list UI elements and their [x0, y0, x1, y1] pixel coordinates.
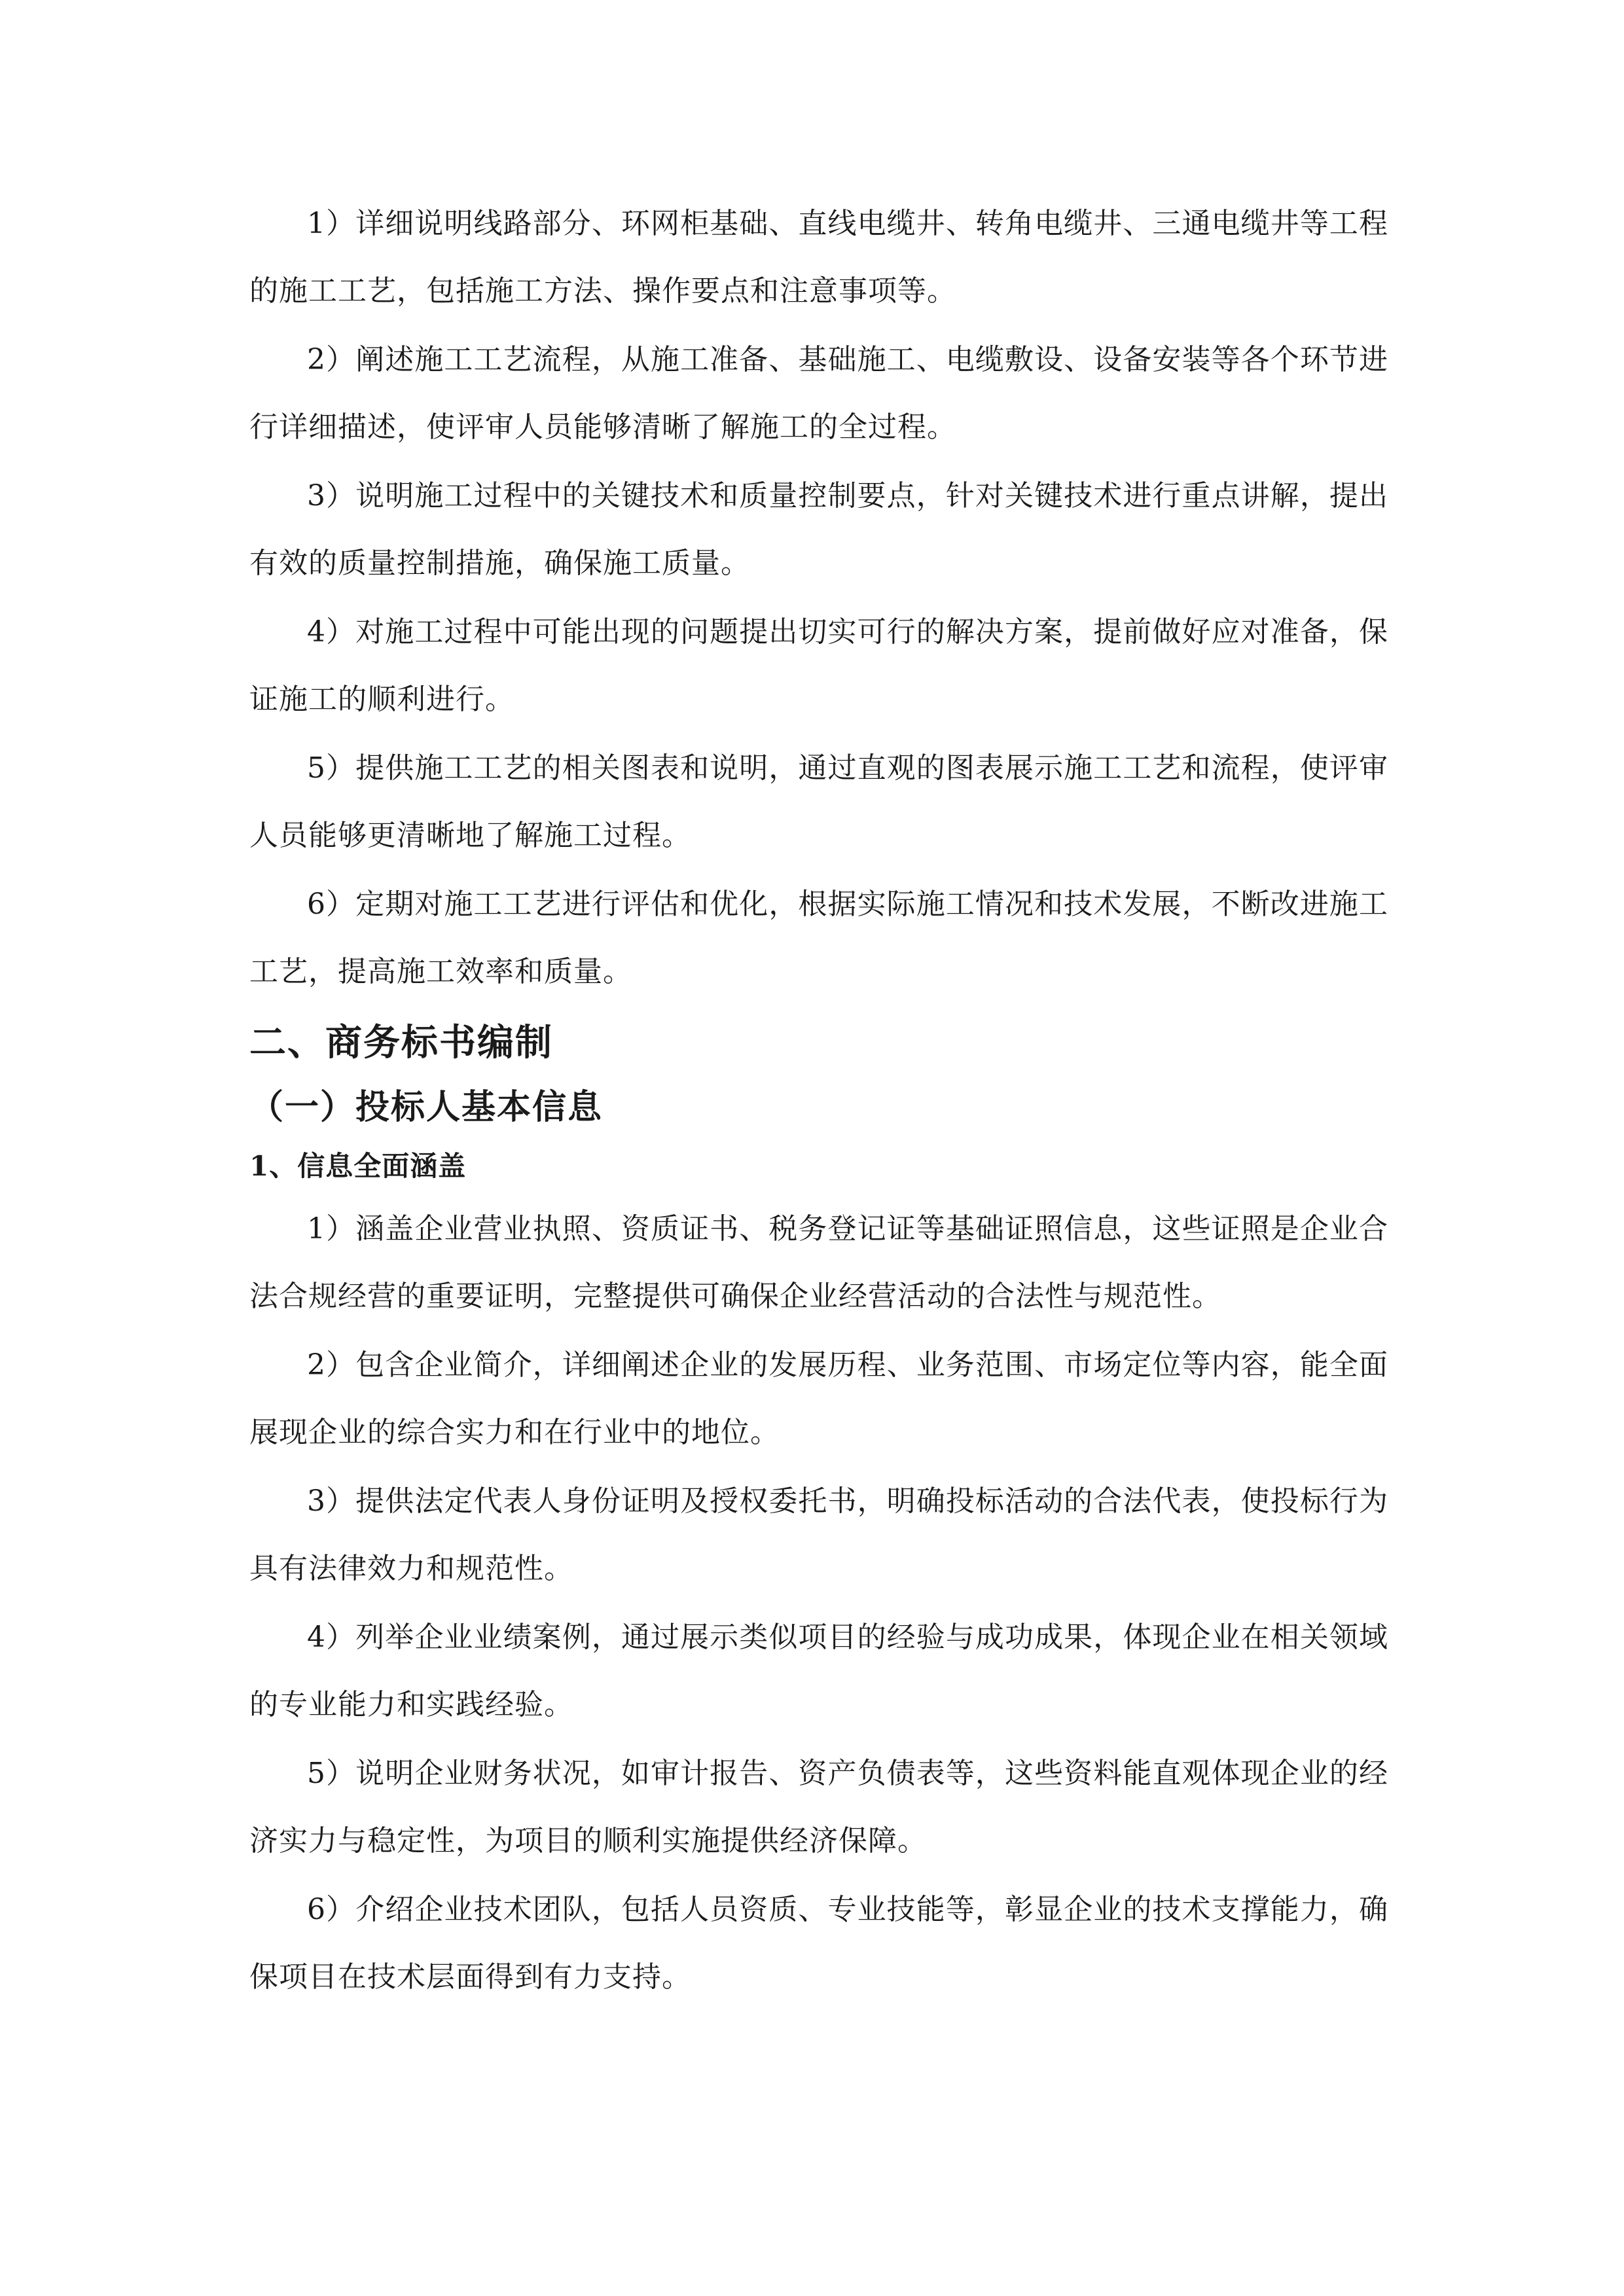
paragraph-craft-3: 3）说明施工过程中的关键技术和质量控制要点，针对关键技术进行重点讲解，提出有效的质量控制措施，确保施工质量。 [249, 479, 1388, 580]
paragraph-info-6: 6）介绍企业技术团队，包括人员资质、专业技能等，彰显企业的技术支撑能力，确保项目在技术层面得到有力支持。 [249, 1893, 1388, 1994]
paragraph-info-3: 3）提供法定代表人身份证明及授权委托书，明确投标活动的合法代表，使投标行为具有法律效力和规范性。 [249, 1484, 1388, 1585]
sub-subsection-heading: 1、信息全面涵盖 [249, 1150, 467, 1182]
section-heading: 二、商务标书编制 [249, 1022, 553, 1064]
document-page [249, 190, 1388, 2012]
paragraph-craft-5: 5）提供施工工艺的相关图表和说明，通过直观的图表展示施工工艺和流程，使评审人员能够更清晰地了解施工过程。 [249, 751, 1388, 852]
paragraph-craft-6: 6）定期对施工工艺进行评估和优化，根据实际施工情况和技术发展，不断改进施工工艺，提高施工效率和质量。 [249, 888, 1388, 988]
paragraph-info-5: 5）说明企业财务状况，如审计报告、资产负债表等，这些资料能直观体现企业的经济实力与稳定性，为项目的顺利实施提供经济保障。 [249, 1757, 1388, 1857]
paragraph-craft-2: 2）阐述施工工艺流程，从施工准备、基础施工、电缆敷设、设备安装等各个环节进行详细描述，使评审人员能够清晰了解施工的全过程。 [249, 343, 1388, 444]
paragraph-craft-1: 1）详细说明线路部分、环网柜基础、直线电缆井、转角电缆井、三通电缆井等工程的施工工艺，包括施工方法、操作要点和注意事项等。 [249, 207, 1388, 308]
subsection-heading: （一）投标人基本信息 [249, 1087, 604, 1127]
paragraph-info-2: 2）包含企业简介，详细阐述企业的发展历程、业务范围、市场定位等内容，能全面展现企业的综合实力和在行业中的地位。 [249, 1348, 1388, 1449]
paragraph-info-4: 4）列举企业业绩案例，通过展示类似项目的经验与成功成果，体现企业在相关领域的专业能力和实践经验。 [249, 1621, 1388, 1721]
paragraph-craft-4: 4）对施工过程中可能出现的问题提出切实可行的解决方案，提前做好应对准备，保证施工的顺利进行。 [249, 615, 1388, 716]
paragraph-info-1: 1）涵盖企业营业执照、资质证书、税务登记证等基础证照信息，这些证照是企业合法合规经营的重要证明，完整提供可确保企业经营活动的合法性与规范性。 [249, 1212, 1388, 1313]
